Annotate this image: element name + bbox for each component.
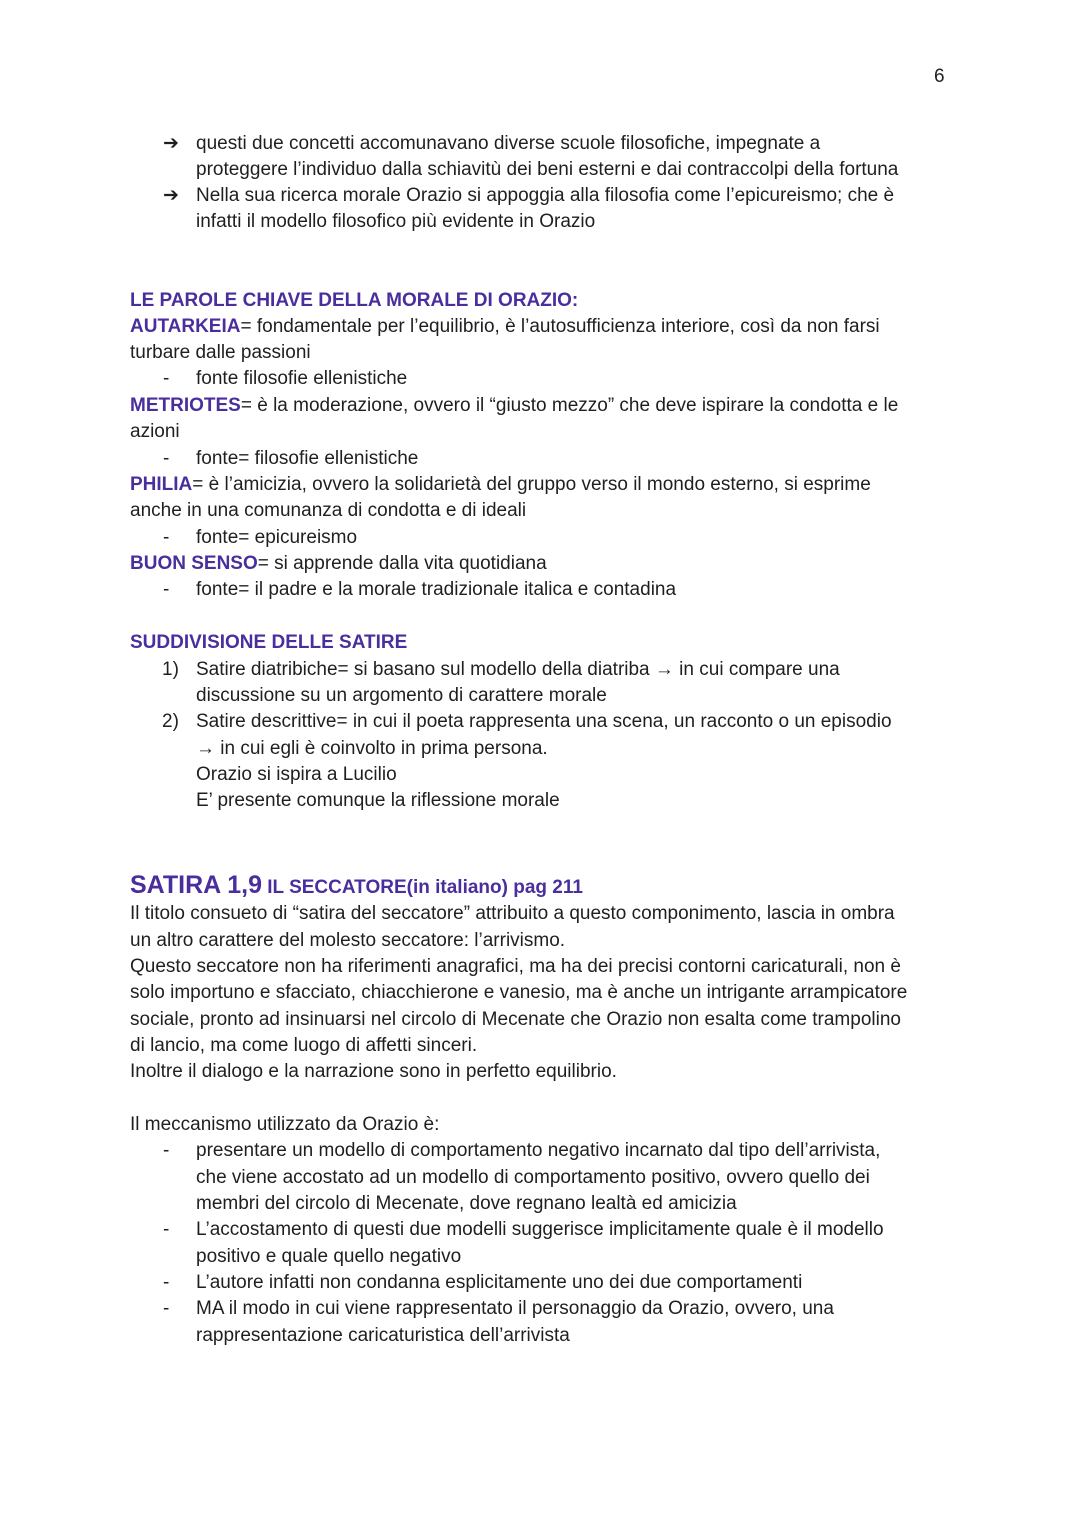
keyword-term: METRIOTES	[130, 395, 241, 416]
satire-item-line: Satire descrittive= in cui il poeta rappresenta una scena, un racconto o un episodio	[196, 711, 892, 732]
dash-bullet: -	[163, 579, 170, 600]
paragraph-line: sociale, pronto ad insinuarsi nel circolo di Mecenate che Orazio non esalta come trampolino	[130, 1009, 901, 1030]
paragraph-line: Inoltre il dialogo e la narrazione sono in perfetto equilibrio.	[130, 1061, 617, 1082]
dash-bullet: -	[163, 1298, 170, 1319]
keyword-definition: = è la moderazione, ovvero il “giusto mezzo” che deve ispirare la condotta e le	[240, 395, 899, 416]
section-title	[130, 868, 583, 905]
mechanism-intro: Il meccanismo utilizzato da Orazio è:	[130, 1114, 440, 1135]
mechanism-line: L’accostamento di questi due modelli suggerisce implicitamente quale è il modello	[196, 1219, 884, 1240]
paragraph-line: solo importuno e sfacciato, chiacchierone e vanesio, ma è anche un intrigante arrampicatore	[130, 982, 908, 1003]
keyword-definition-cont: anche in una comunanza di condotta e di ideali	[130, 500, 527, 521]
intro-bullet-line: proteggere l’individuo dalla schiavitù dei beni esterni e dai contraccolpi della fortuna	[196, 159, 899, 180]
keyword-metriotes	[130, 393, 898, 419]
keyword-autarkeia	[130, 314, 880, 340]
satire-heading: SUDDIVISIONE DELLE SATIRE	[130, 632, 408, 653]
paragraph-line: Questo seccatore non ha riferimenti anagrafici, ma ha dei precisi contorni caricaturali, non è	[130, 956, 901, 977]
arrow-bullet-icon: ➔	[163, 133, 179, 154]
section-title-sub: IL SECCATORE(in italiano) pag 211	[267, 877, 583, 898]
keyword-definition-cont: turbare dalle passioni	[130, 342, 311, 363]
arrow-bullet-icon: ➔	[163, 185, 179, 206]
keyword-definition: = fondamentale per l’equilibrio, è l’autosufficienza interiore, così da non farsi	[240, 316, 880, 337]
list-number: 2)	[162, 711, 179, 732]
satire-item-line: Satire diatribiche= si basano sul modello della diatriba → in cui compare una	[196, 659, 840, 680]
mechanism-line: che viene accostato ad un modello di comportamento positivo, ovvero quello dei	[196, 1167, 870, 1188]
intro-bullet-line: infatti il modello filosofico più evidente in Orazio	[196, 211, 596, 232]
paragraph-line: di lancio, ma come luogo di affetti sinceri.	[130, 1035, 478, 1056]
keyword-definition: = si apprende dalla vita quotidiana	[257, 553, 547, 574]
dash-bullet: -	[163, 1219, 170, 1240]
section-title-main: SATIRA 1,9	[130, 871, 262, 899]
mechanism-line: membri del circolo di Mecenate, dove regnano lealtà ed amicizia	[196, 1193, 737, 1214]
satire-item-line: → in cui egli è coinvolto in prima persona.	[196, 738, 548, 759]
intro-bullet-line: questi due concetti accomunavano diverse scuole filosofiche, impegnate a	[196, 133, 821, 154]
mechanism-line: MA il modo in cui viene rappresentato il personaggio da Orazio, ovvero, una	[196, 1298, 834, 1319]
dash-bullet: -	[163, 1272, 170, 1293]
keyword-term: AUTARKEIA	[130, 316, 241, 337]
list-number: 1)	[162, 659, 179, 680]
dash-bullet: -	[163, 1140, 170, 1161]
keyword-source: fonte= epicureismo	[196, 527, 358, 548]
satire-item-line: Orazio si ispira a Lucilio	[196, 764, 397, 785]
dash-bullet: -	[163, 368, 170, 389]
paragraph-line: un altro carattere del molesto seccatore: l’arrivismo.	[130, 930, 566, 951]
keyword-buon-senso	[130, 551, 547, 577]
keyword-source: fonte filosofie ellenistiche	[196, 368, 408, 389]
keyword-source: fonte= il padre e la morale tradizionale italica e contadina	[196, 579, 677, 600]
dash-bullet: -	[163, 527, 170, 548]
satire-item-line: discussione su un argomento di carattere morale	[196, 685, 607, 706]
mechanism-line: L’autore infatti non condanna esplicitamente uno dei due comportamenti	[196, 1272, 803, 1293]
keyword-term: BUON SENSO	[130, 553, 258, 574]
dash-bullet: -	[163, 448, 170, 469]
intro-bullet-line: Nella sua ricerca morale Orazio si appoggia alla filosofia come l’epicureismo; che è	[196, 185, 895, 206]
paragraph-line: Il titolo consueto di “satira del seccatore” attribuito a questo componimento, lascia in ombra	[130, 903, 895, 924]
page-number: 6	[934, 66, 945, 87]
keyword-term: PHILIA	[130, 474, 193, 495]
keyword-philia	[130, 472, 871, 498]
keyword-definition-cont: azioni	[130, 421, 180, 442]
keyword-definition: = è l’amicizia, ovvero la solidarietà del gruppo verso il mondo esterno, si esprime	[192, 474, 871, 495]
keyword-source: fonte= filosofie ellenistiche	[196, 448, 419, 469]
mechanism-line: positivo e quale quello negativo	[196, 1246, 462, 1267]
mechanism-line: rappresentazione caricaturistica dell’arrivista	[196, 1325, 570, 1346]
mechanism-line: presentare un modello di comportamento negativo incarnato dal tipo dell’arrivista,	[196, 1140, 881, 1161]
satire-item-line: E’ presente comunque la riflessione morale	[196, 790, 560, 811]
keywords-heading: LE PAROLE CHIAVE DELLA MORALE DI ORAZIO:	[130, 290, 579, 311]
